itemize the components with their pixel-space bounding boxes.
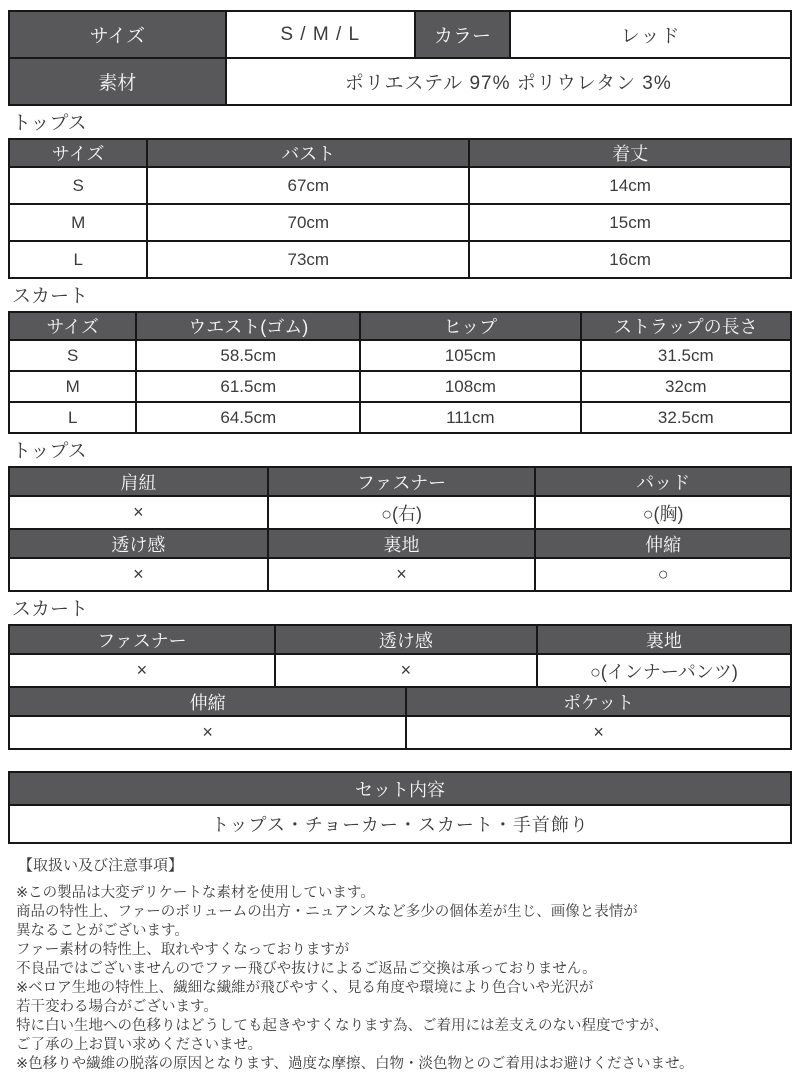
feature-value-cell: × [9,716,406,749]
notes-heading: 【取扱い及び注意事項】 [18,857,184,874]
feature-value-cell: × [9,654,275,687]
feature-value-cell: ○ [535,558,791,591]
table-row [9,340,791,371]
color-header-cell: カラー [415,11,510,58]
set-contents-table [8,771,792,844]
table-header-row [9,625,791,654]
feature-value-cell: ○(胸) [535,496,791,529]
header-cell: 裏地 [537,625,791,654]
notes-line: 特に白い生地への色移りはどうしても起きやすくなります為、ご着用には差支えのない程度ですが、 [16,1018,669,1034]
header-cell: ヒップ [360,312,581,340]
size-cell: S [9,167,147,204]
notes-block [16,884,792,1074]
header-cell: ファスナー [9,625,275,654]
table-row [9,167,791,204]
notes-line: 商品の特性上、ファーのボリュームの出方・ニュアンスなど多少の個体差が生じ、画像と表情が [16,904,638,920]
skirt-size-table [8,311,792,434]
table-header-row [9,312,791,340]
table-row [9,654,791,687]
material-header-cell: 素材 [9,58,226,105]
header-cell: ファスナー [268,467,535,496]
size-cell: S [9,340,136,371]
table-row [9,371,791,402]
table-row [9,805,791,843]
tops-features-table [8,466,792,592]
strap-cell: 31.5cm [581,340,791,371]
header-cell: 透け感 [275,625,537,654]
notes-line: 若干変わる場合がございます。 [16,999,218,1015]
size-cell: L [9,241,147,278]
waist-cell: 64.5cm [136,402,360,433]
notes-line: ファー素材の特性上、取れやすくなっておりますが [16,942,350,958]
feature-value-cell: ○(インナーパンツ) [537,654,791,687]
header-cell: ストラップの長さ [581,312,791,340]
notes-line: ご了承の上お買い求めくださいませ。 [16,1037,263,1053]
table-row [9,204,791,241]
header-cell: サイズ [9,312,136,340]
header-cell: バスト [147,139,469,167]
length-cell: 15cm [469,204,791,241]
size-cell: M [9,371,136,402]
table-row [9,402,791,433]
table-row [9,58,791,105]
feature-value-cell: × [9,496,268,529]
notes-line: ※この製品は大変デリケートな素材を使用しています。 [16,885,375,901]
table-row [9,241,791,278]
notes-line: 異なることがございます。 [16,923,189,939]
set-contents-header-cell: セット内容 [9,772,791,805]
feature-value-cell: × [268,558,535,591]
size-cell: M [9,204,147,241]
header-cell: 裏地 [268,529,535,558]
length-cell: 16cm [469,241,791,278]
feature-value-cell: × [406,716,791,749]
table-header-row [9,529,791,558]
hip-cell: 105cm [360,340,581,371]
bust-cell: 67cm [147,167,469,204]
table-row [9,716,791,749]
table-row [9,11,791,58]
tops-size-table [8,138,792,279]
header-cell: ポケット [406,687,791,716]
notes-line: ※ベロア生地の特性上、繊細な繊維が飛びやすく、見る角度や環境により色合いや光沢が [16,980,594,996]
strap-cell: 32.5cm [581,402,791,433]
header-cell: 伸縮 [9,687,406,716]
table-header-row [9,139,791,167]
notes-line: ※色移りや繊維の脱落の原因となります、過度な摩擦、白物・淡色物とのご着用はお避けくださいませ。 [16,1056,694,1072]
skirt-features-table-2col [8,686,792,750]
section-label-skirt-features: スカート [12,599,89,620]
bust-cell: 70cm [147,204,469,241]
material-value-cell: ポリエステル 97% ポリウレタン 3% [226,58,791,105]
table-row [9,496,791,529]
size-value-cell: S / M / L [226,11,415,58]
strap-cell: 32cm [581,371,791,402]
waist-cell: 61.5cm [136,371,360,402]
feature-value-cell: × [275,654,537,687]
header-cell: パッド [535,467,791,496]
size-cell: L [9,402,136,433]
length-cell: 14cm [469,167,791,204]
section-label-tops-size: トップス [12,113,87,134]
spec-summary-table [8,10,792,106]
header-cell: 伸縮 [535,529,791,558]
feature-value-cell: × [9,558,268,591]
hip-cell: 111cm [360,402,581,433]
waist-cell: 58.5cm [136,340,360,371]
header-cell: 透け感 [9,529,268,558]
notes-line: 不良品ではございませんのでファー飛びや抜けによるご返品ご交換は承っておりません。 [16,961,597,977]
table-header-row [9,467,791,496]
section-label-tops-features: トップス [12,441,87,462]
section-label-skirt-size: スカート [12,286,89,307]
header-cell: サイズ [9,139,147,167]
set-contents-value-cell: トップス・チョーカー・スカート・手首飾り [9,805,791,843]
feature-value-cell: ○(右) [268,496,535,529]
hip-cell: 108cm [360,371,581,402]
table-row [9,558,791,591]
header-cell: 肩紐 [9,467,268,496]
table-header-row [9,772,791,805]
header-cell: ウエスト(ゴム) [136,312,360,340]
bust-cell: 73cm [147,241,469,278]
skirt-features-table-3col [8,624,792,688]
header-cell: 着丈 [469,139,791,167]
table-header-row [9,687,791,716]
size-header-cell: サイズ [9,11,226,58]
color-value-cell: レッド [510,11,791,58]
